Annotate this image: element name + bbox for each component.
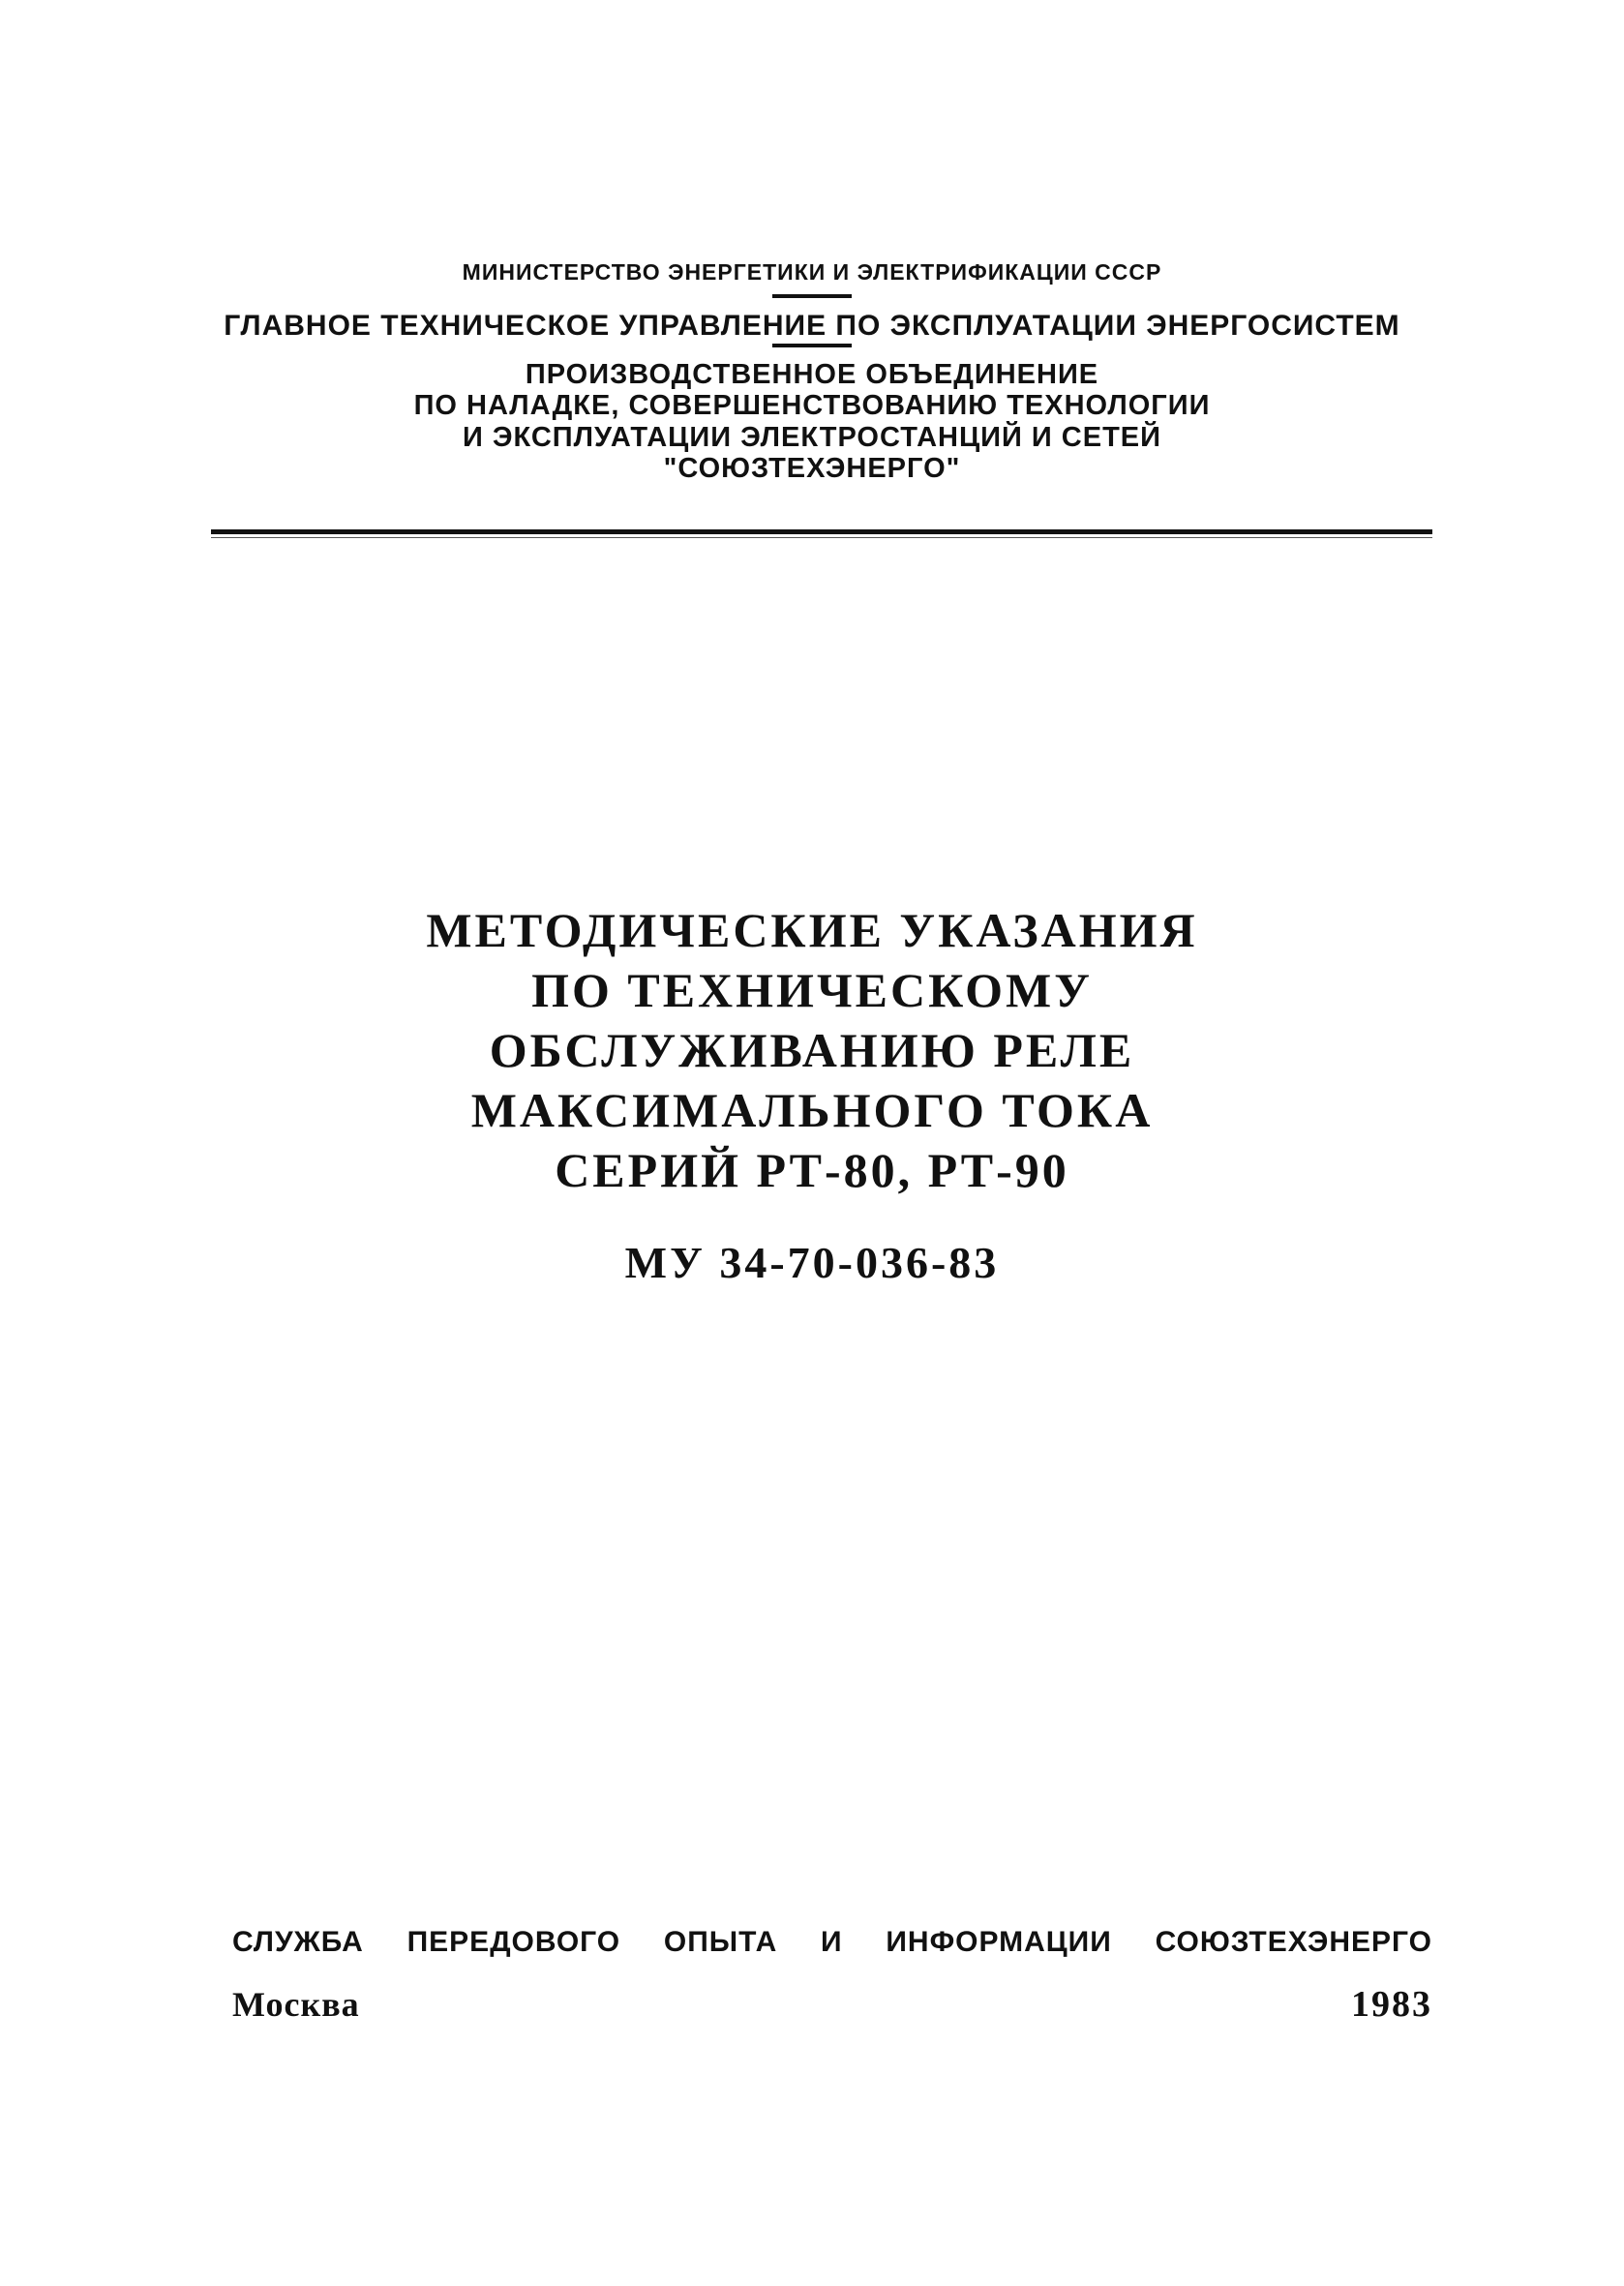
header-divider-short	[772, 344, 852, 347]
association-line: И ЭКСПЛУАТАЦИИ ЭЛЕКТРОСТАНЦИЙ И СЕТЕЙ	[463, 421, 1161, 453]
association-line: ПО НАЛАДКЕ, СОВЕРШЕНСТВОВАНИЮ ТЕХНОЛОГИИ	[413, 390, 1211, 422]
header-rule	[211, 529, 1432, 534]
publisher-footer	[232, 1926, 1432, 2026]
document-title-block	[290, 900, 1334, 1288]
directorate-name: ГЛАВНОЕ ТЕХНИЧЕСКОЕ УПРАВЛЕНИЕ ПО ЭКСПЛУАТАЦИИ ЭНЕРГОСИСТЕМ	[224, 310, 1400, 343]
publisher-service: СЛУЖБА ПЕРЕДОВОГО ОПЫТА И ИНФОРМАЦИИ СОЮЗТЕХЭНЕРГО	[232, 1926, 1432, 1958]
title-line: СЕРИЙ РТ-80, РТ-90	[555, 1143, 1069, 1197]
title-line: ОБСЛУЖИВАНИЮ РЕЛЕ	[489, 1023, 1135, 1077]
title-line: МАКСИМАЛЬНОГО ТОКА	[470, 1083, 1154, 1137]
association-name: "СОЮЗТЕХЭНЕРГО"	[663, 453, 961, 485]
header-rule-thin	[211, 537, 1432, 538]
imprint-row	[232, 1984, 1432, 2026]
issuing-organization-header	[194, 259, 1430, 485]
publication-city: Москва	[232, 1985, 360, 2024]
publication-year: 1983	[1351, 1984, 1432, 2025]
document-code: МУ 34-70-036-83	[624, 1238, 1000, 1287]
ministry-name: МИНИСТЕРСТВО ЭНЕРГЕТИКИ И ЭЛЕКТРИФИКАЦИИ СССР	[462, 259, 1162, 285]
title-line: ПО ТЕХНИЧЕСКОМУ	[531, 963, 1093, 1017]
header-divider-short	[772, 294, 852, 298]
association-line: ПРОИЗВОДСТВЕННОЕ ОБЪЕДИНЕНИЕ	[525, 358, 1099, 390]
title-line: МЕТОДИЧЕСКИЕ УКАЗАНИЯ	[426, 903, 1198, 957]
